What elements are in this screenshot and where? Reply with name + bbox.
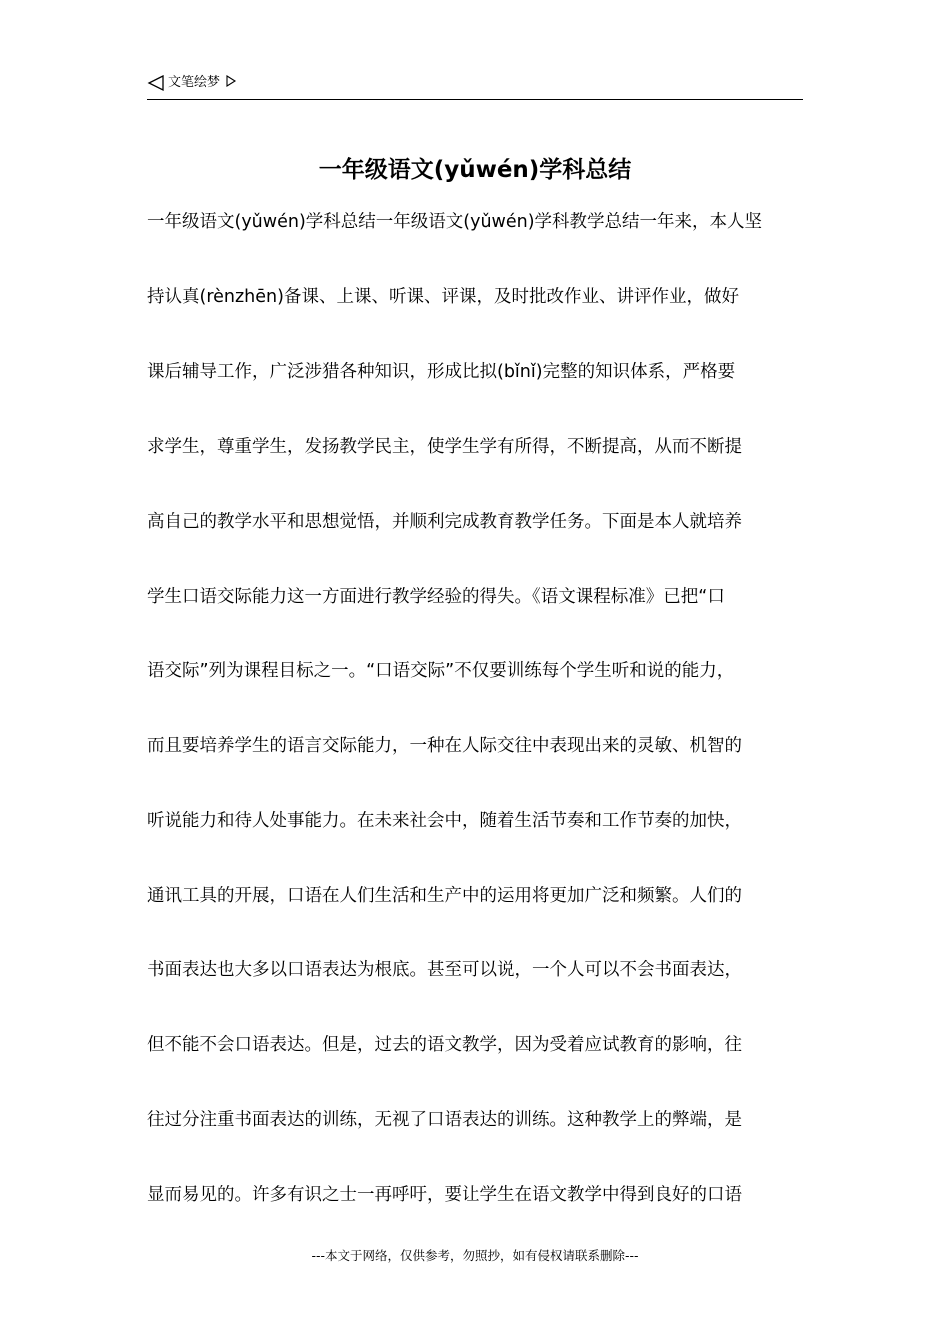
body-line: 课后辅导工作，广泛涉猎各种知识，形成比拟(bǐnǐ)完整的知识体系，严格要 — [147, 362, 736, 382]
body-line: 书面表达也大多以口语表达为根底。甚至可以说，一个人可以不会书面表达， — [147, 960, 742, 980]
page-footer-disclaimer: ---本文于网络，仅供参考，勿照抄，如有侵权请联系删除--- — [311, 1248, 639, 1263]
body-line: 通讯工具的开展，口语在人们生活和生产中的运用将更加广泛和频繁。人们的 — [147, 886, 742, 906]
page-header — [147, 72, 803, 100]
body-line: 而且要培养学生的语言交际能力，一种在人际交往中表现出来的灵敏、机智的 — [147, 736, 742, 756]
triangle-right-outline-icon — [225, 75, 237, 87]
body-line: 一年级语文(yǔwén)学科总结一年级语文(yǔwén)学科教学总结一年来，本人坚 — [147, 212, 763, 232]
body-line: 但不能不会口语表达。但是，过去的语文教学，因为受着应试教育的影响，往 — [147, 1035, 742, 1055]
body-line: 持认真(rènzhēn)备课、上课、听课、评课，及时批改作业、讲评作业，做好 — [147, 287, 739, 307]
body-line: 求学生，尊重学生，发扬教学民主，使学生学有所得，不断提高，从而不断提 — [147, 437, 742, 457]
body-line: 显而易见的。许多有识之士一再呼吁，要让学生在语文教学中得到良好的口语 — [147, 1185, 742, 1205]
header-label: 文笔绘梦 — [168, 75, 221, 90]
body-line: 听说能力和待人处事能力。在未来社会中，随着生活节奏和工作节奏的加快， — [147, 811, 742, 831]
body-line: 学生口语交际能力这一方面进行教学经验的得失。《语文课程标准》已把“口 — [147, 587, 725, 607]
header-brand — [147, 74, 237, 92]
body-line: 往过分注重书面表达的训练，无视了口语表达的训练。这种教学上的弊端，是 — [147, 1110, 742, 1130]
body-line: 高自己的教学水平和思想觉悟，并顺利完成教育教学任务。下面是本人就培养 — [147, 512, 742, 532]
document-title: 一年级语文(yǔwén)学科总结 — [318, 157, 632, 183]
body-line: 语交际”列为课程目标之一。“口语交际”不仅要训练每个学生听和说的能力， — [147, 661, 735, 681]
triangle-left-outline-icon — [147, 74, 165, 92]
